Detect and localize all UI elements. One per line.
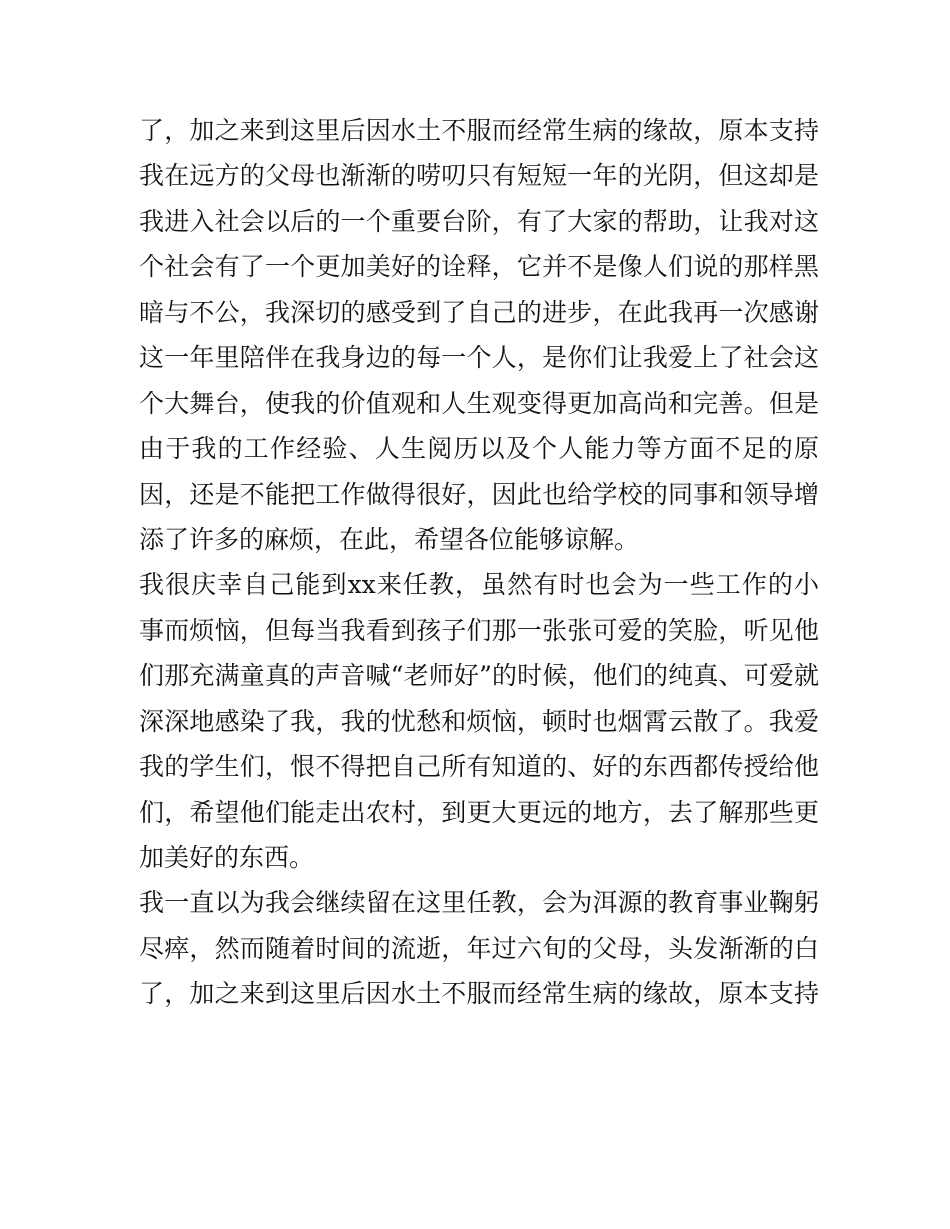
text-line: 个大舞台，使我的价值观和人生观变得更加高尚和完善。但是 <box>139 388 819 418</box>
text-line: 添了许多的麻烦，在此，希望各位能够谅解。 <box>139 524 640 554</box>
text-line: 暗与不公，我深切的感受到了自己的进步，在此我再一次感谢 <box>139 297 819 327</box>
document-body <box>139 108 819 1017</box>
text-line: 我进入社会以后的一个重要台阶，有了大家的帮助，让我对这 <box>139 206 819 236</box>
text-line: 了，加之来到这里后因水土不服而经常生病的缘故，原本支持 <box>139 979 819 1009</box>
text-line: 由于我的工作经验、人生阅历以及个人能力等方面不足的原 <box>139 434 819 464</box>
text-line: 深深地感染了我，我的忧愁和烦恼，顿时也烟霄云散了。我爱 <box>139 706 819 736</box>
text-line: 们那充满童真的声音喊“老师好”的时候，他们的纯真、可爱就 <box>139 661 819 691</box>
text-line: 我一直以为我会继续留在这里任教，会为洱源的教育事业鞠躬 <box>139 888 819 918</box>
text-line: 加美好的东西。 <box>139 843 315 872</box>
text-line: 我很庆幸自己能到xx来任教，虽然有时也会为一些工作的小 <box>139 570 819 600</box>
text-line: 我在远方的父母也渐渐的唠叨只有短短一年的光阴，但这却是 <box>139 161 819 191</box>
text-line: 这一年里陪伴在我身边的每一个人，是你们让我爱上了社会这 <box>139 343 819 373</box>
text-line: 因，还是不能把工作做得很好，因此也给学校的同事和领导增 <box>139 479 819 509</box>
text-line: 尽瘁，然而随着时间的流逝，年过六旬的父母，头发渐渐的白 <box>139 933 819 963</box>
text-line: 们，希望他们能走出农村，到更大更远的地方，去了解那些更 <box>139 797 819 827</box>
text-line: 了，加之来到这里后因水土不服而经常生病的缘故，原本支持 <box>139 116 819 145</box>
text-line: 个社会有了一个更加美好的诠释，它并不是像人们说的那样黑 <box>139 252 819 282</box>
text-line: 我的学生们，恨不得把自己所有知道的、好的东西都传授给他 <box>139 752 819 782</box>
text-line: 事而烦恼，但每当我看到孩子们那一张张可爱的笑脸，听见他 <box>139 615 819 645</box>
